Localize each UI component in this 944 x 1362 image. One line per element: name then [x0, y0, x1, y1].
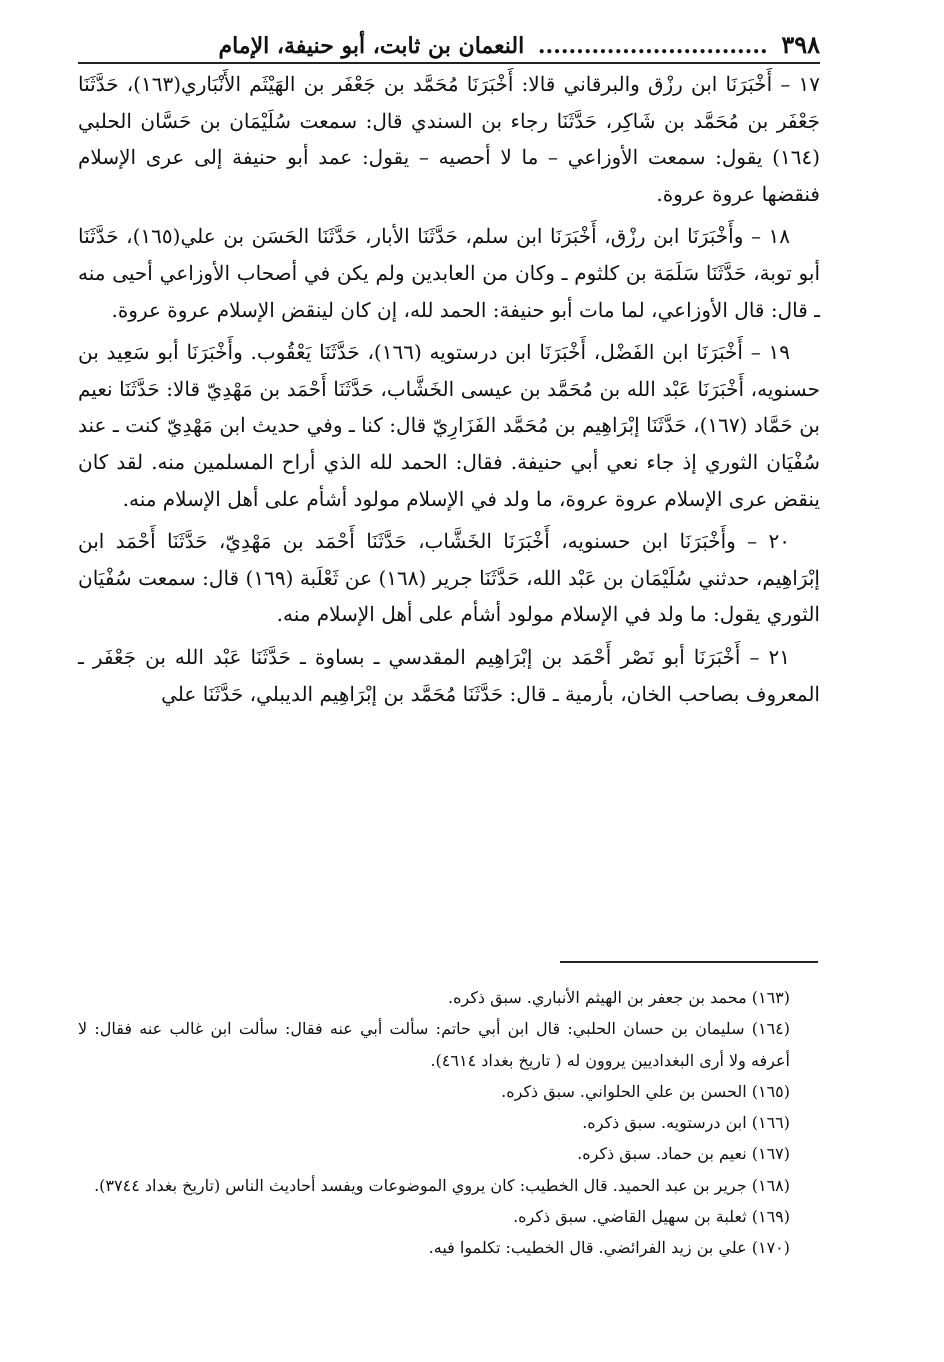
footnote-163: (١٦٣) محمد بن جعفر بن الهيثم الأنباري. سبق ذكره.	[448, 988, 790, 1007]
running-header	[78, 28, 820, 64]
page-number: ٣٩٨	[781, 30, 820, 59]
paragraph-17: ١٧ – أَخْبَرَنَا ابن رزْق والبرقاني قالا: أَخْبَرَنَا مُحَمَّد بن جَعْفَر بن الهَيْثَم الأَنْبَاري(١٦٣)، حَدَّثَنَا جَعْفَر بن مُحَمَّد بن شَاكِر، حَدَّثَنَا رجاء بن السندي قال: سمعت سُلَيْمَان بن حَسَّان الحلبي (١٦٤) يقول: سمعت الأوزاعي – ما لا أحصيه – يقول: عمد أبو حنيفة إلى عرى الإسلام فنقضها عروة عروة.	[78, 72, 821, 206]
paragraph-20: ٢٠ – وأَخْبَرَنَا ابن حسنويه، أَخْبَرَنَا الخَشَّاب، حَدَّثَنَا أَحْمَد بن مَهْدِيّ، حَدَّثَنَا أَحْمَد ابن إبْرَاهِيم، حدثني سُلَيْمَان بن عَبْد الله، حَدَّثَنَا جرير (١٦٨) عن ثَعْلَبة (١٦٩) قال: سمعت سُفْيَان الثوري يقول: ما ولد في الإسلام مولود أشأم على أهل الإسلام منه.	[78, 529, 820, 627]
footnote-168: (١٦٨) جرير بن عبد الحميد. قال الخطيب: كان يروي الموضوعات ويفسد أحاديث الناس (تاريخ بغداد ٣٧٤٤).	[94, 1175, 790, 1195]
footnote-166: (١٦٦) ابن درستويه. سبق ذكره.	[582, 1113, 790, 1133]
paragraph-19: ١٩ – أَخْبَرَنَا ابن الفَضْل، أَخْبَرَنَا ابن درستويه (١٦٦)، حَدَّثَنَا يَعْقُوب. وأَخْبَرَنَا أبو سَعِيد بن حسنويه، أَخْبَرَنَا عَبْد الله بن مُحَمَّد بن عيسى الخَشَّاب، حَدَّثَنَا أَحْمَد بن مَهْدِيّ قالا: حَدَّثَنَا نعيم بن حَمَّاد (١٦٧)، حَدَّثَنَا إبْرَاهِيم بن مُحَمَّد الفَزَارِيّ قال: كنا ـ وفي حديث ابن مَهْدِيّ كنت ـ عند سُفْيَان الثوري إذ جاء نعي أبي حنيفة. فقال: الحمد لله الذي أراح المسلمين منه. لقد كان ينقض عرى الإسلام عروة عروة، ما ولد في الإسلام مولود أشأم على أهل الإسلام منه.	[78, 340, 820, 511]
footnote-167: (١٦٧) نعيم بن حماد. سبق ذكره.	[577, 1144, 790, 1164]
footnote-169: (١٦٩) ثعلبة بن سهيل القاضي. سبق ذكره.	[513, 1207, 790, 1227]
running-title: النعمان بن ثابت، أبو حنيفة، الإمام	[218, 33, 525, 59]
footnote-170: (١٧٠) علي بن زيد الفرائضي. قال الخطيب: تكلموا فيه.	[428, 1238, 790, 1258]
main-text	[78, 66, 820, 718]
footnotes	[78, 982, 820, 1264]
footnote-165: (١٦٥) الحسن بن علي الحلواني. سبق ذكره.	[501, 1081, 790, 1101]
paragraph-21: ٢١ – أَخْبَرَنَا أبو نَصْر أَحْمَد بن إبْرَاهِيم المقدسي ـ بساوة ـ حَدَّثَنَا عَبْد الله بن جَعْفَر ـ المعروف بصاحب الخان، بأرمية ـ قال: حَدَّثَنَا مُحَمَّد بن إبْرَاهِيم الديبلي، حَدَّثَنَا علي	[78, 644, 820, 706]
footnote-separator	[560, 961, 818, 963]
header-leader-dots: ..............................	[537, 33, 768, 59]
footnote-164: (١٦٤) سليمان بن حسان الحلبي: قال ابن أبي حاتم: سألت أبي عنه فقال: سألت ابن غالب عنه فقال: لا أعرفه ولا أرى البغداديين يروون له ( تاريخ بغداد ٤٦١٤).	[78, 1019, 790, 1070]
paragraph-18: ١٨ – وأَخْبَرَنَا ابن رزْق، أَخْبَرَنَا ابن سلم، حَدَّثَنَا الأبار، حَدَّثَنَا الحَسَن بن علي(١٦٥)، حَدَّثَنَا أبو توبة، حَدَّثَنَا سَلَمَة بن كلثوم ـ وكان من العابدين ولم يكن في أصحاب الأوزاعي أحيى منه ـ قال: قال الأوزاعي، لما مات أبو حنيفة: الحمد لله، إن كان لينقض الإسلام عروة عروة.	[78, 224, 820, 322]
